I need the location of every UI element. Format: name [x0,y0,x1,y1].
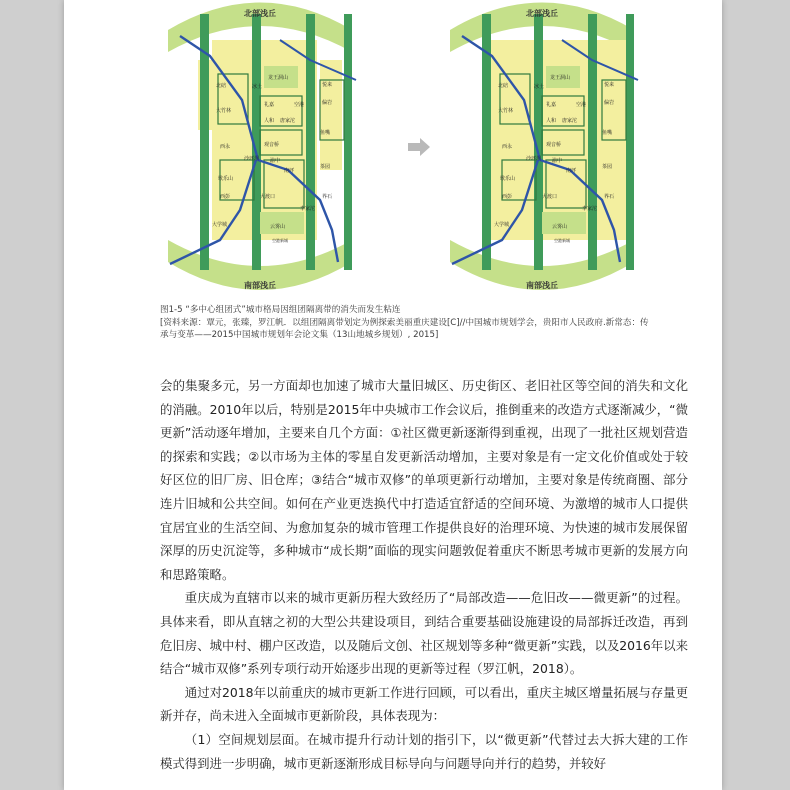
place-label: 唐家沱 [280,118,296,124]
place-label: 大渡口 [260,194,276,200]
figure-maps [160,0,690,300]
place-label: 沙坪坝 [526,156,542,162]
place-label: 悦来 [604,82,615,88]
place-label: 冰土 [252,84,263,90]
place-label: 界石 [604,194,615,200]
caption-title: 图1-5 “多中心组团式”城市格局因组团隔离带的消失而发生粘连 [160,305,401,315]
place-label: 空港 [576,102,587,108]
place-label: 北碚 [498,83,509,89]
place-label: 茶园 [320,164,331,170]
place-label: 歌乐山 [500,176,516,182]
place-label: 大学城 [212,222,228,228]
place-label: 鱼嘴 [320,130,331,136]
place-label: 云雾山 [270,224,286,230]
north-label: 北部浅丘 [526,9,558,18]
place-label: 人和 [546,118,557,124]
place-label: 人和 [264,118,275,124]
place-label: 冰土 [534,84,545,90]
place-label: 空港新城 [272,238,288,243]
place-label: 渝中 [552,158,563,164]
place-label: 南坪 [566,168,577,174]
place-label: 悦来 [322,82,333,88]
place-label: 渝中 [270,158,281,164]
place-label: 大竹林 [216,108,232,114]
map-after [442,0,642,298]
place-label: 大渡口 [542,194,558,200]
arrow-right-icon [408,138,430,156]
map-after-svg [442,0,642,298]
place-label: 龙王洞山 [268,75,289,81]
place-label: 西永 [502,144,513,150]
place-label: 空港 [294,102,305,108]
map-before-svg [160,0,360,298]
north-label: 北部浅丘 [244,9,276,18]
place-label: 空港新城 [554,238,570,243]
place-label: 李家沱 [300,206,316,212]
place-label: 歌乐山 [218,176,234,182]
place-label: 大学城 [494,222,510,228]
map-before [160,0,360,298]
place-label: 偏岩 [322,100,333,106]
place-label: 观音桥 [546,142,562,148]
figure-caption [160,304,688,342]
south-label: 南部浅丘 [244,281,276,290]
place-label: 茶园 [602,164,613,170]
place-label: 大竹林 [498,108,514,114]
caption-source: [资料来源：覃元，张臻，罗江帆．以组团隔离带划定为例探索美丽重庆建设[C]//中国城市规划学会，贵阳市人民政府.新常态：传 [160,317,649,328]
south-label: 南部浅丘 [526,281,558,290]
place-label: 北碚 [216,83,227,89]
document-page [64,0,722,790]
place-label: 西彭 [220,194,231,200]
place-label: 龙王洞山 [550,75,571,81]
paragraph: （1）空间规划层面。在城市提升行动计划的指引下，以“微更新”代替过去大拆大建的工作模式得到进一步明确，城市更新逐渐形成目标导向与问题导向并行的趋势，并较好 [160,731,688,771]
place-label: 云雾山 [552,224,568,230]
place-label: 偏岩 [604,100,615,106]
place-label: 南坪 [284,168,295,174]
place-label: 西彭 [502,194,513,200]
paragraph: 会的集聚多元，另一方面却也加速了城市大量旧城区、历史街区、老旧社区等空间的消失和文化的消融。2010年以后，特别是2015年中央城市工作会议后，推倒重来的改造方式逐渐减少，“微更新”活动逐年增加，主要来自几个方面：①社区微更新逐渐得到重视，出现了一批社区规划营造的探索和实践；②以市场为主体的零星自发更新活动增加，主要对象是有一定文化价值或处于较好区位的旧厂房、旧仓库；③结合“城市双修”的单项更新行动增加，主要对象是传统商圈、部分连片旧城和公共空间。如何在产业更迭换代中打造适宜舒适的空间环境、为激增的城市人口提供宜居宜业的生活空间、为愈加复杂的城市管理工作提供良好的治理环境、为快速的城市发展保留深厚的历史沉淀等，多种城市“成长期”面临的现实问题敦促着重庆不断思考城市更新的发展方向和思路策略。 [160,378,688,582]
place-label: 界石 [322,194,333,200]
paragraph: 重庆成为直辖市以来的城市更新历程大致经历了“局部改造——危旧改——微更新”的过程。具体来看，即从直辖之初的大型公共建设项目，到结合重要基础设施建设的局部拆迁改造，再到危旧房、城中村、棚户区改造，以及随后文创、社区规划等多种“微更新”实践，以及2016年以来结合“城市双修”系列专项行动开始逐步出现的更新等过程（罗江帆，2018）。 [160,590,688,677]
place-label: 沙坪坝 [244,156,260,162]
place-label: 礼嘉 [546,102,557,108]
place-label: 鱼嘴 [602,130,613,136]
place-label: 唐家沱 [562,118,578,124]
place-label: 西永 [220,144,231,150]
caption-source-cont: 承与变革——2015中国城市规划年会论文集（13山地城乡规划）, 2015] [160,330,439,341]
body-text [160,374,688,775]
place-label: 李家沱 [582,206,598,212]
place-label: 礼嘉 [264,102,275,108]
paragraph: 通过对2018年以前重庆的城市更新工作进行回顾，可以看出，重庆主城区增量拓展与存量更新并存，尚未进入全面城市更新阶段，具体表现为： [160,684,688,724]
place-label: 观音桥 [264,142,280,148]
